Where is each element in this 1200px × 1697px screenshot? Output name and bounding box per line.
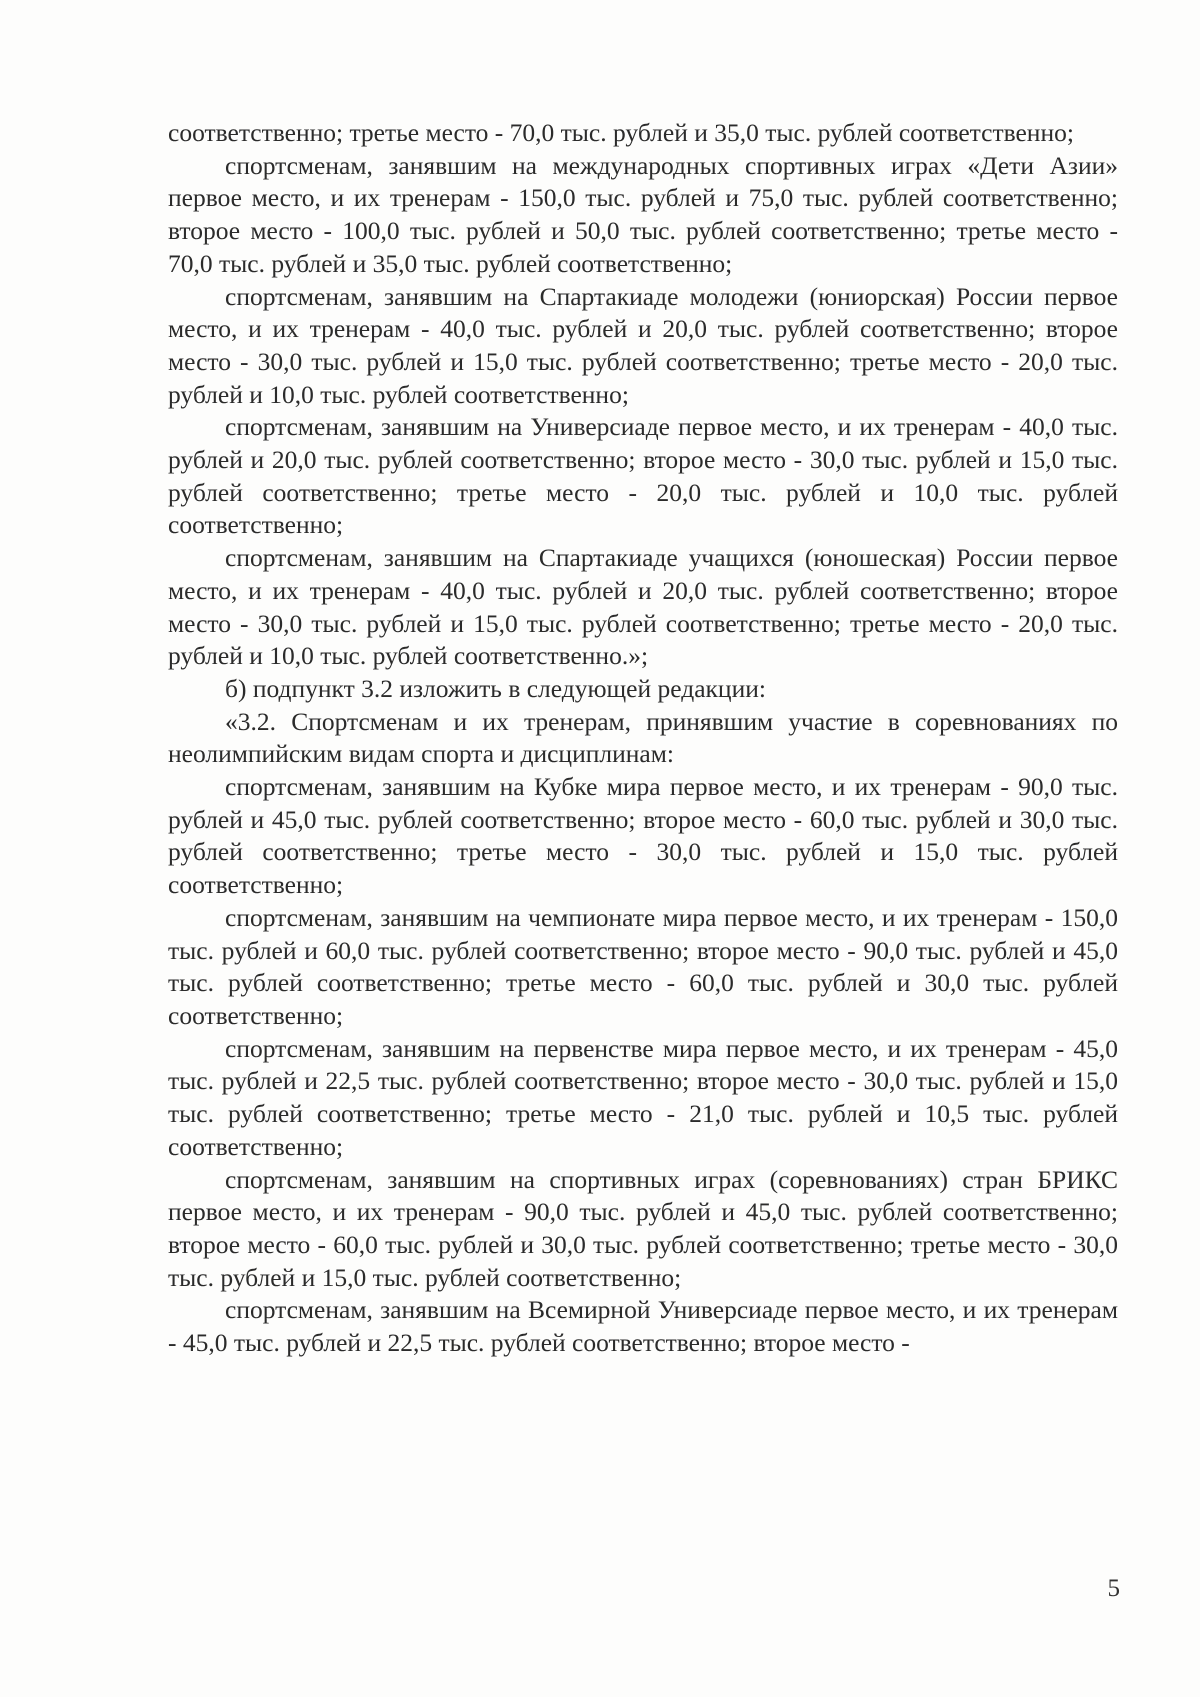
paragraph-students-spartakiad: спортсменам, занявшим на Спартакиаде учащихся (юношеская) России первое место, и их тренерам - 40,0 тыс. рублей и 20,0 тыс. рублей соответственно; второе место - 30,0 тыс. рублей и 15,0 тыс. рублей соответственно; третье место - 20,0 тыс. рублей и 10,0 тыс. рублей соответственно.»; — [168, 543, 1118, 671]
document-body — [168, 117, 1118, 1360]
page-number: 5 — [1107, 1575, 1120, 1602]
paragraph-continuation: соответственно; третье место - 70,0 тыс. рублей и 35,0 тыс. рублей соответственно; — [168, 118, 1074, 147]
paragraph-subclause-amendment: б) подпункт 3.2 изложить в следующей редакции: — [225, 673, 766, 703]
paragraph-universiade: спортсменам, занявшим на Универсиаде первое место, и их тренерам - 40,0 тыс. рублей и 20,0 тыс. рублей соответственно; второе место - 30,0 тыс. рублей и 15,0 тыс. рублей соответственно; третье место - 20,0 тыс. рублей и 10,0 тыс. рублей соответственно; — [168, 412, 1118, 540]
paragraph-youth-spartakiad: спортсменам, занявшим на Спартакиаде молодежи (юниорская) России первое место, и их тренерам - 40,0 тыс. рублей и 20,0 тыс. рублей соответственно; второе место - 30,0 тыс. рублей и 15,0 тыс. рублей соответственно; третье место - 20,0 тыс. рублей и 10,0 тыс. рублей соответственно; — [168, 281, 1118, 409]
paragraph-clause-3-2-heading: «3.2. Спортсменам и их тренерам, принявшим участие в соревнованиях по неолимпийским видам спорта и дисциплинам: — [168, 706, 1118, 769]
paragraph-world-youth-championship: спортсменам, занявшим на первенстве мира первое место, и их тренерам - 45,0 тыс. рублей и 22,5 тыс. рублей соответственно; второе место - 30,0 тыс. рублей и 15,0 тыс. рублей соответственно; третье место - 21,0 тыс. рублей и 10,5 тыс. рублей соответственно; — [168, 1033, 1118, 1161]
paragraph-brics-games: спортсменам, занявшим на спортивных играх (соревнованиях) стран БРИКС первое место, и их тренерам - 90,0 тыс. рублей и 45,0 тыс. рублей соответственно; второе место - 60,0 тыс. рублей и 30,0 тыс. рублей соответственно; третье место - 30,0 тыс. рублей и 15,0 тыс. рублей соответственно; — [168, 1164, 1118, 1292]
paragraph-world-cup: спортсменам, занявшим на Кубке мира первое место, и их тренерам - 90,0 тыс. рублей и 45,0 тыс. рублей соответственно; второе место - 60,0 тыс. рублей и 30,0 тыс. рублей соответственно; третье место - 30,0 тыс. рублей и 15,0 тыс. рублей соответственно; — [168, 772, 1118, 900]
paragraph-world-universiade: спортсменам, занявшим на Всемирной Универсиаде первое место, и их тренерам - 45,0 тыс. рублей и 22,5 тыс. рублей соответственно; второе место - — [168, 1295, 1118, 1358]
paragraph-children-of-asia: спортсменам, занявшим на международных спортивных играх «Дети Азии» первое место, и их тренерам - 150,0 тыс. рублей и 75,0 тыс. рублей соответственно; второе место - 100,0 тыс. рублей и 50,0 тыс. рублей соответственно; третье место - 70,0 тыс. рублей и 35,0 тыс. рублей соответственно; — [168, 150, 1118, 278]
paragraph-world-championship: спортсменам, занявшим на чемпионате мира первое место, и их тренерам - 150,0 тыс. рублей и 60,0 тыс. рублей соответственно; второе место - 90,0 тыс. рублей и 45,0 тыс. рублей соответственно; третье место - 60,0 тыс. рублей и 30,0 тыс. рублей соответственно; — [168, 902, 1118, 1030]
